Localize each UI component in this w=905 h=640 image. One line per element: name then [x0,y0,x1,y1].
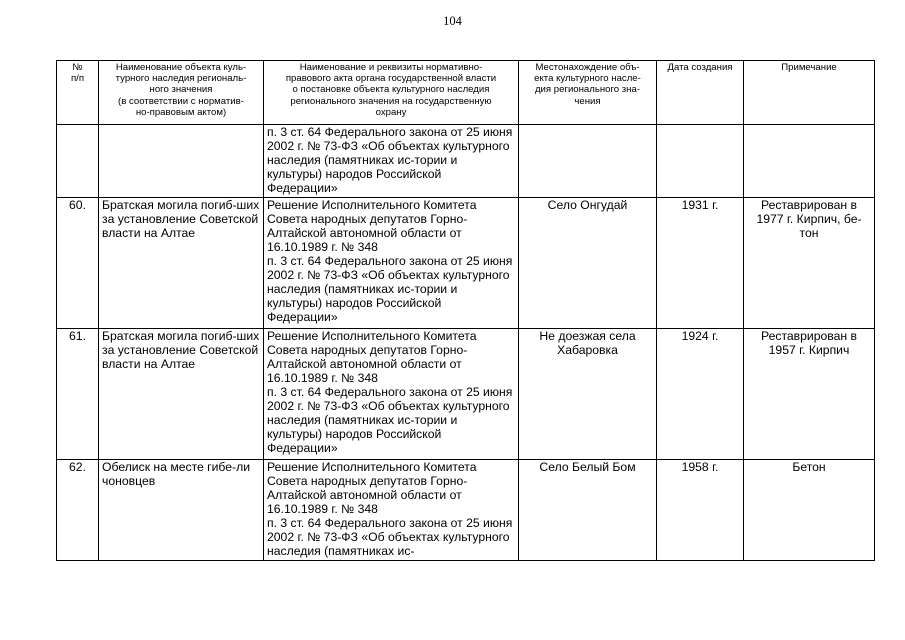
cell-object-name: Братская могила погиб-ших за установление Советской власти на Алтае [99,198,264,329]
table-row [57,329,875,460]
header-note: Примечание [744,61,875,125]
page-number: 104 [443,14,462,28]
table-header-row [57,61,875,125]
cell-creation-date: 1931 г. [657,198,744,329]
table-row [57,125,875,198]
legal-act-paragraph: Решение Исполнительного Комитета Совета народных депутатов Горно-Алтайской автономной области от 16.10.1989 г. № 348 [267,329,477,385]
cell-legal-act [264,125,519,198]
header-creation-date: Дата создания [657,61,744,125]
header-legal-act: Наименование и реквизиты нормативно- правового акта органа государственной власти о постановке объекта культурного наследия регионального значения на государственную охрану [264,61,519,125]
legal-act-paragraph: п. 3 ст. 64 Федерального закона от 25 июня 2002 г. № 73-ФЗ «Об объектах культурного наследия (памятниках ис-тории и культуры) народов Российской Федерации» [267,254,513,324]
cell-legal-act [264,460,519,561]
cell-number [57,125,99,198]
cell-creation-date: 1924 г. [657,329,744,460]
heritage-registry-table [56,60,875,561]
header-object-name: Наименование объекта куль- турного наследия региональ- ного значения (в соответствии с норматив- но-правовым актом) [99,61,264,125]
cell-number: 60. [57,198,99,329]
cell-note [744,125,875,198]
table-row [57,460,875,561]
cell-number: 62. [57,460,99,561]
cell-location [519,125,657,198]
table-row [57,198,875,329]
cell-object-name: Братская могила погиб-ших за установление Советской власти на Алтае [99,329,264,460]
cell-number: 61. [57,329,99,460]
legal-act-paragraph: п. 3 ст. 64 Федерального закона от 25 июня 2002 г. № 73-ФЗ «Об объектах культурного наследия (памятниках ис-тории и культуры) народов Российской Федерации» [267,385,513,455]
cell-object-name: Обелиск на месте гибе-ли чоновцев [99,460,264,561]
cell-creation-date [657,125,744,198]
cell-creation-date: 1958 г. [657,460,744,561]
cell-note: Реставрирован в 1977 г. Кирпич, бе-тон [744,198,875,329]
cell-note: Реставрирован в 1957 г. Кирпич [744,329,875,460]
header-location: Местонахождение объ- екта культурного насле- дия регионального зна- чения [519,61,657,125]
legal-act-paragraph: п. 3 ст. 64 Федерального закона от 25 июня 2002 г. № 73-ФЗ «Об объектах культурного наследия (памятниках ис-тории и культуры) народов Российской Федерации» [267,125,513,195]
legal-act-paragraph: п. 3 ст. 64 Федерального закона от 25 июня 2002 г. № 73-ФЗ «Об объектах культурного наследия (памятниках ис- [267,516,513,558]
legal-act-paragraph: Решение Исполнительного Комитета Совета народных депутатов Горно-Алтайской автономной области от 16.10.1989 г. № 348 [267,198,477,254]
cell-note: Бетон [744,460,875,561]
cell-location: Село Онгудай [519,198,657,329]
legal-act-paragraph: Решение Исполнительного Комитета Совета народных депутатов Горно-Алтайской автономной области от 16.10.1989 г. № 348 [267,460,477,516]
cell-legal-act [264,329,519,460]
cell-location: Не доезжая села Хабаровка [519,329,657,460]
cell-legal-act [264,198,519,329]
cell-location: Село Белый Бом [519,460,657,561]
cell-object-name [99,125,264,198]
header-number: № п/п [57,61,99,125]
